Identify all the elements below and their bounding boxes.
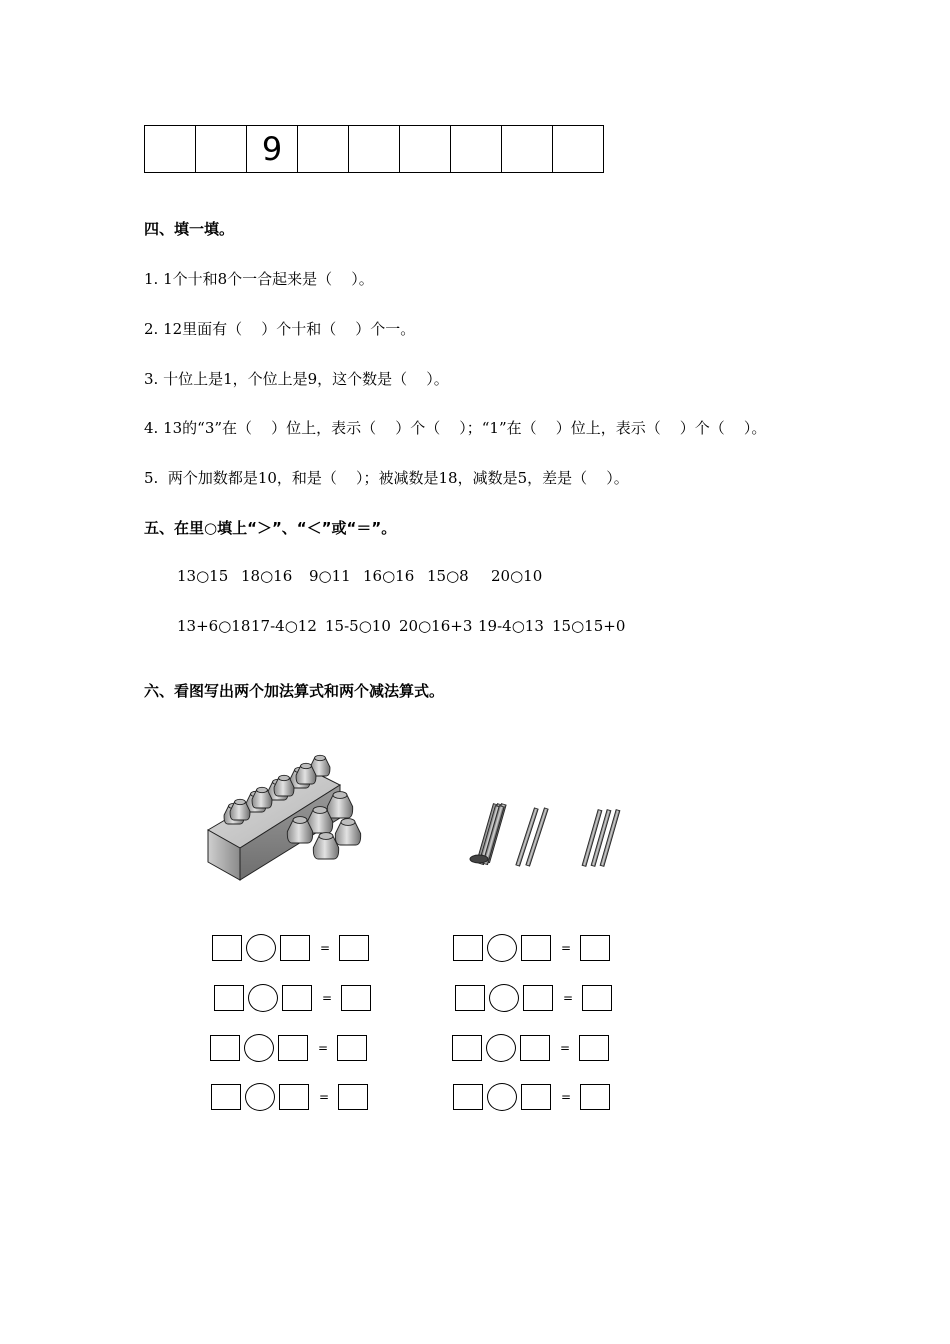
question-2: 2. 12里面有（ ）个十和（ ）个一。 [144, 320, 416, 338]
digit-cell[interactable] [501, 125, 553, 173]
result-box[interactable] [337, 1035, 367, 1061]
equals-sign: = [318, 1041, 329, 1055]
answer-box[interactable] [520, 1035, 550, 1061]
operator-circle[interactable] [487, 1083, 517, 1111]
compare-item: 15-5○10 [325, 617, 391, 635]
answer-box[interactable] [521, 1084, 551, 1110]
operator-circle[interactable] [489, 984, 519, 1012]
digit-cell[interactable] [195, 125, 247, 173]
building-blocks-illustration [200, 740, 395, 885]
answer-box[interactable] [279, 1084, 309, 1110]
compare-item: 18○16 [241, 567, 293, 585]
equals-sign: = [319, 1090, 330, 1104]
result-box[interactable] [579, 1035, 609, 1061]
digit-cell[interactable] [348, 125, 400, 173]
answer-box[interactable] [278, 1035, 308, 1061]
answer-box[interactable] [453, 935, 483, 961]
equals-sign: = [560, 1041, 571, 1055]
operator-circle[interactable] [245, 1083, 275, 1111]
sticks-illustration [465, 795, 640, 875]
digit-cell[interactable] [144, 125, 196, 173]
operator-circle[interactable] [487, 934, 517, 962]
section5-title: 五、在里○填上“＞”、“＜”或“＝”。 [144, 519, 397, 537]
result-box[interactable] [582, 985, 612, 1011]
compare-item: 9○11 [309, 567, 351, 585]
equals-sign: = [561, 941, 572, 955]
digit-grid [144, 125, 604, 173]
result-box[interactable] [580, 1084, 610, 1110]
equation-row [453, 934, 610, 962]
answer-box[interactable] [282, 985, 312, 1011]
answer-box[interactable] [211, 1084, 241, 1110]
stick-bundle [470, 804, 506, 865]
compare-item: 19-4○13 [478, 617, 544, 635]
compare-item: 16○16 [363, 567, 415, 585]
digit-cell[interactable]: 9 [246, 125, 298, 173]
section6-title: 六、看图写出两个加法算式和两个减法算式。 [144, 682, 445, 700]
question-5: 5. 两个加数都是10，和是（ ）；被减数是18，减数是5，差是（ ）。 [144, 469, 629, 487]
answer-box[interactable] [455, 985, 485, 1011]
operator-circle[interactable] [486, 1034, 516, 1062]
compare-item: 17-4○12 [251, 617, 317, 635]
question-4: 4. 13的“3”在（ ）位上，表示（ ）个（ ）；“1”在（ ）位上，表示（ ）个（ ）。 [144, 419, 767, 437]
equation-row [211, 1083, 368, 1111]
equation-row [453, 1083, 610, 1111]
operator-circle[interactable] [244, 1034, 274, 1062]
answer-box[interactable] [212, 935, 242, 961]
answer-box[interactable] [453, 1084, 483, 1110]
result-box[interactable] [338, 1084, 368, 1110]
equation-row [212, 934, 369, 962]
answer-box[interactable] [521, 935, 551, 961]
equals-sign: = [320, 941, 331, 955]
compare-item: 13+6○18 [177, 617, 251, 635]
question-1: 1. 1个十和8个一合起来是（ ）。 [144, 270, 374, 288]
question-3: 3. 十位上是1，个位上是9，这个数是（ ）。 [144, 370, 449, 388]
compare-item: 13○15 [177, 567, 229, 585]
compare-item: 20○16+3 [399, 617, 473, 635]
equals-sign: = [561, 1090, 572, 1104]
result-box[interactable] [341, 985, 371, 1011]
equals-sign: = [563, 991, 574, 1005]
answer-box[interactable] [210, 1035, 240, 1061]
compare-item: 15○8 [427, 567, 469, 585]
stud-shape [335, 819, 360, 845]
result-box[interactable] [580, 935, 610, 961]
answer-box[interactable] [523, 985, 553, 1011]
digit-cell[interactable] [552, 125, 604, 173]
section4-title: 四、填一填。 [144, 220, 235, 238]
equals-sign: = [322, 991, 333, 1005]
equation-row [452, 1034, 609, 1062]
answer-box[interactable] [452, 1035, 482, 1061]
digit-cell[interactable] [399, 125, 451, 173]
answer-box[interactable] [214, 985, 244, 1011]
compare-item: 15○15+0 [552, 617, 626, 635]
operator-circle[interactable] [246, 934, 276, 962]
equation-row [214, 984, 371, 1012]
answer-box[interactable] [280, 935, 310, 961]
operator-circle[interactable] [248, 984, 278, 1012]
compare-item: 20○10 [491, 567, 543, 585]
digit-cell[interactable] [297, 125, 349, 173]
equation-row [455, 984, 612, 1012]
digit-cell[interactable] [450, 125, 502, 173]
result-box[interactable] [339, 935, 369, 961]
equation-row [210, 1034, 367, 1062]
